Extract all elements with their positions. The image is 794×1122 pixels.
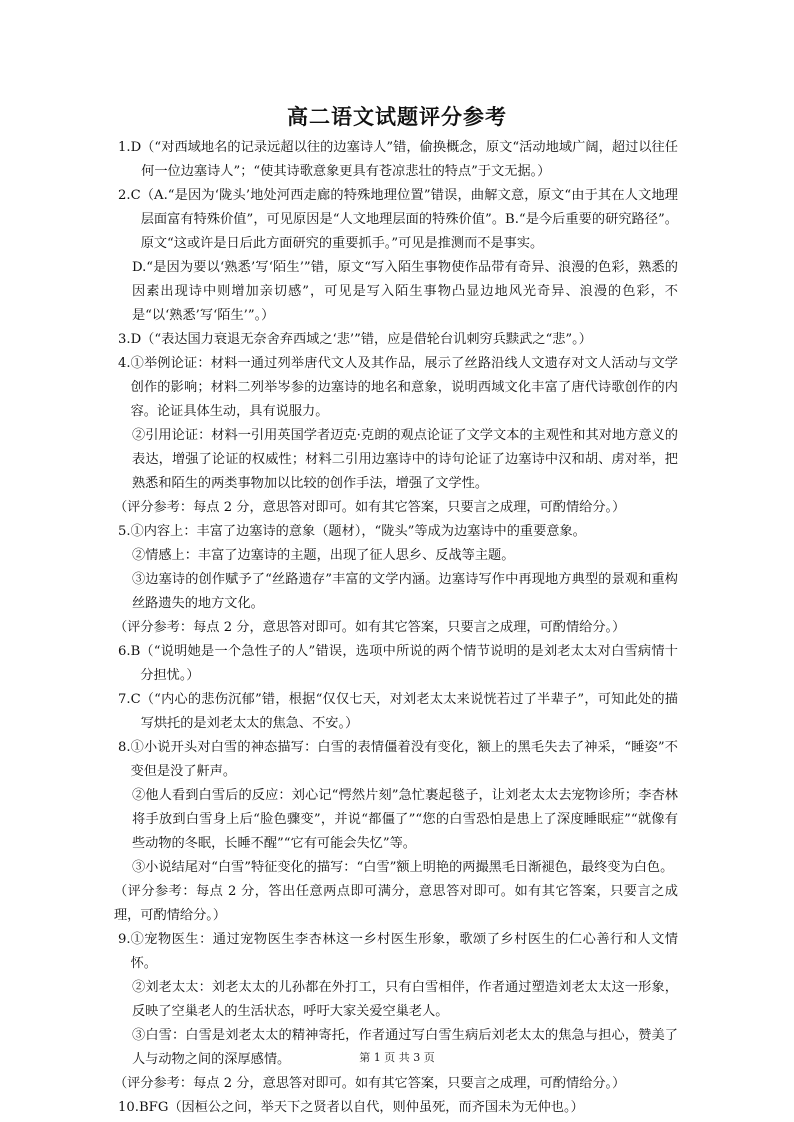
answer-number: 4. bbox=[118, 356, 131, 371]
answer-text: （“表达国力衰退无奈舍弃西域之‘悲’”错，应是借轮台讥刺穷兵黩武之“悲”。） bbox=[141, 332, 592, 347]
answer-number: 7.C bbox=[118, 692, 141, 707]
scoring-note-text: （评分参考：每点 2 分，答出任意两点即可满分，意思答对即可。如有其它答案，只要言之成理，可酌情给分。） bbox=[114, 884, 678, 923]
answer-point: ③白雪：白雪是刘老太太的精神寄托，作者通过写白雪生病后刘老太太的焦急与担心，赞美了人与动物之间的深厚感情。 bbox=[132, 1028, 678, 1067]
answer-text: （因桓公之问，举天下之贤者以自代，则仲虽死，而齐国未为无仲也。） bbox=[168, 1100, 584, 1115]
scoring-note bbox=[114, 616, 678, 640]
answer-item-9-point-2 bbox=[118, 976, 678, 1024]
page-title: 高二语文试题评分参考 bbox=[287, 104, 507, 129]
answer-point: ①内容上：丰富了边塞诗的意象（题材），“陇头”等成为边塞诗中的重要意象。 bbox=[130, 524, 586, 539]
answer-item-10 bbox=[118, 1096, 678, 1120]
answer-item-8-point-3 bbox=[118, 856, 678, 880]
answer-text: （“对西域地名的记录远超以往的边塞诗人”错，偷换概念，原文“活动地域广阔，超过以往任何一位边塞诗人”；“使其诗歌意象更具有苍凉悲壮的特点”于文无据。） bbox=[141, 140, 678, 179]
answer-item-5-point-2 bbox=[118, 544, 678, 568]
answer-number: 1.D bbox=[118, 140, 142, 155]
answer-point: ②引用论证：材料一引用英国学者迈克·克朗的观点论证了文学文本的主观性和其对地方意义的表达，增强了论证的权威性；材料二引用边塞诗中的诗句论证了边塞诗中汉和胡、虏对举，把熟悉和陌生的两类事物加以比较的创作手法，增强了文学性。 bbox=[132, 428, 678, 491]
answer-number: 2.C bbox=[118, 188, 141, 203]
answer-item-7 bbox=[118, 688, 678, 736]
answer-number: 6.B bbox=[118, 644, 141, 659]
answer-item-2 bbox=[118, 184, 678, 256]
answer-number: 8. bbox=[118, 740, 131, 755]
answer-point: ③边塞诗的创作赋予了“丝路遗存”丰富的文学内涵。边塞诗写作中再现地方典型的景观和重构丝路遗失的地方文化。 bbox=[132, 572, 678, 611]
answer-item-3 bbox=[118, 328, 678, 352]
answer-point: ①举例论证：材料一通过列举唐代文人及其作品，展示了丝路沿线人文遗存对文人活动与文学创作的影响；材料二列举岑参的边塞诗的地名和意象，说明西域文化丰富了唐代诗歌创作的内容。论证具体生动，具有说服力。 bbox=[130, 356, 678, 419]
scoring-note-text: （评分参考：每点 2 分，意思答对即可。如有其它答案，只要言之成理，可酌情给分。） bbox=[114, 500, 626, 515]
answer-number: 9. bbox=[118, 932, 131, 947]
answer-point: ①宠物医生：通过宠物医生李杏林这一乡村医生形象，歌颂了乡村医生的仁心善行和人文情怀。 bbox=[130, 932, 678, 971]
answer-point: ②刘老太太：刘老太太的儿孙都在外打工，只有白雪相伴，作者通过塑造刘老太太这一形象，反映了空巢老人的生活状态，呼吁大家关爱空巢老人。 bbox=[132, 980, 678, 1019]
answer-item-4-point-2 bbox=[118, 424, 678, 496]
answer-item-8 bbox=[118, 736, 678, 784]
answer-number: 5. bbox=[118, 524, 131, 539]
answer-item-8-point-2 bbox=[118, 784, 678, 856]
answer-text: D.“是因为要以‘熟悉’写‘陌生’”错，原文“写入陌生事物使作品带有奇异、浪漫的色彩，熟悉的因素出现诗中则增加亲切感”，可见是写入陌生事物凸显边地风光奇异、浪漫的色彩，不是“以‘熟悉’写‘陌生’”。） bbox=[132, 260, 678, 323]
answer-number: 3.D bbox=[118, 332, 142, 347]
scoring-note-text: （评分参考：每点 2 分，意思答对即可。如有其它答案，只要言之成理，可酌情给分。） bbox=[114, 1076, 626, 1091]
answer-number: 10.BFG bbox=[118, 1100, 169, 1115]
answer-item-6 bbox=[118, 640, 678, 688]
answer-item-4 bbox=[118, 352, 678, 424]
answer-item-9 bbox=[118, 928, 678, 976]
answer-point: ①小说开头对白雪的神态描写：白雪的表情僵着没有变化，额上的黑毛失去了神采，“睡姿”不变但是没了鼾声。 bbox=[130, 740, 678, 779]
page-number: 第 1 页 共 3 页 bbox=[359, 1051, 435, 1064]
answer-list bbox=[114, 136, 678, 1120]
answer-text: （“说明她是一个急性子的人”错误，选项中所说的两个情节说明的是刘老太太对白雪病情十分担忧。） bbox=[140, 644, 678, 683]
scoring-note bbox=[114, 880, 678, 928]
answer-item-1 bbox=[118, 136, 678, 184]
answer-text: （“内心的悲伤沉郁”错，根据“仅仅七天，对刘老太太来说恍若过了半辈子”，可知此处的描写烘托的是刘老太太的焦急、不安。） bbox=[140, 692, 678, 731]
answer-item-5 bbox=[118, 520, 678, 544]
scoring-note bbox=[114, 1072, 678, 1096]
scoring-note-text: （评分参考：每点 2 分，意思答对即可。如有其它答案，只要言之成理，可酌情给分。） bbox=[114, 620, 626, 635]
answer-point: ②他人看到白雪后的反应：刘心记“愕然片刻”急忙裹起毯子，让刘老太太去宠物诊所；李杏林将手放到白雪身上后“脸色骤变”，并说“都僵了”“您的白雪恐怕是患上了深度睡眠症”“就像有些动物的冬眠，长睡不醒”“它有可能会失忆”等。 bbox=[132, 788, 678, 851]
answer-text: （A.“是因为‘陇头’地处河西走廊的特殊地理位置”错误，曲解文意，原文“由于其在人文地理层面富有特殊价值”，可见原因是“人文地理层面的特殊价值”。B.“是今后重要的研究路径”。原文“这或许是日后此方面研究的重要抓手。”可见是推测而不是事实。 bbox=[140, 188, 678, 251]
answer-point: ②情感上：丰富了边塞诗的主题，出现了征人思乡、反战等主题。 bbox=[132, 548, 515, 563]
answer-item-5-point-3 bbox=[118, 568, 678, 616]
scoring-note bbox=[114, 496, 678, 520]
answer-point: ③小说结尾对“白雪”特征变化的描写：“白雪”额上明艳的两撮黑毛日渐褪色，最终变为白色。 bbox=[132, 860, 674, 875]
answer-item-2-option-d bbox=[118, 256, 678, 328]
